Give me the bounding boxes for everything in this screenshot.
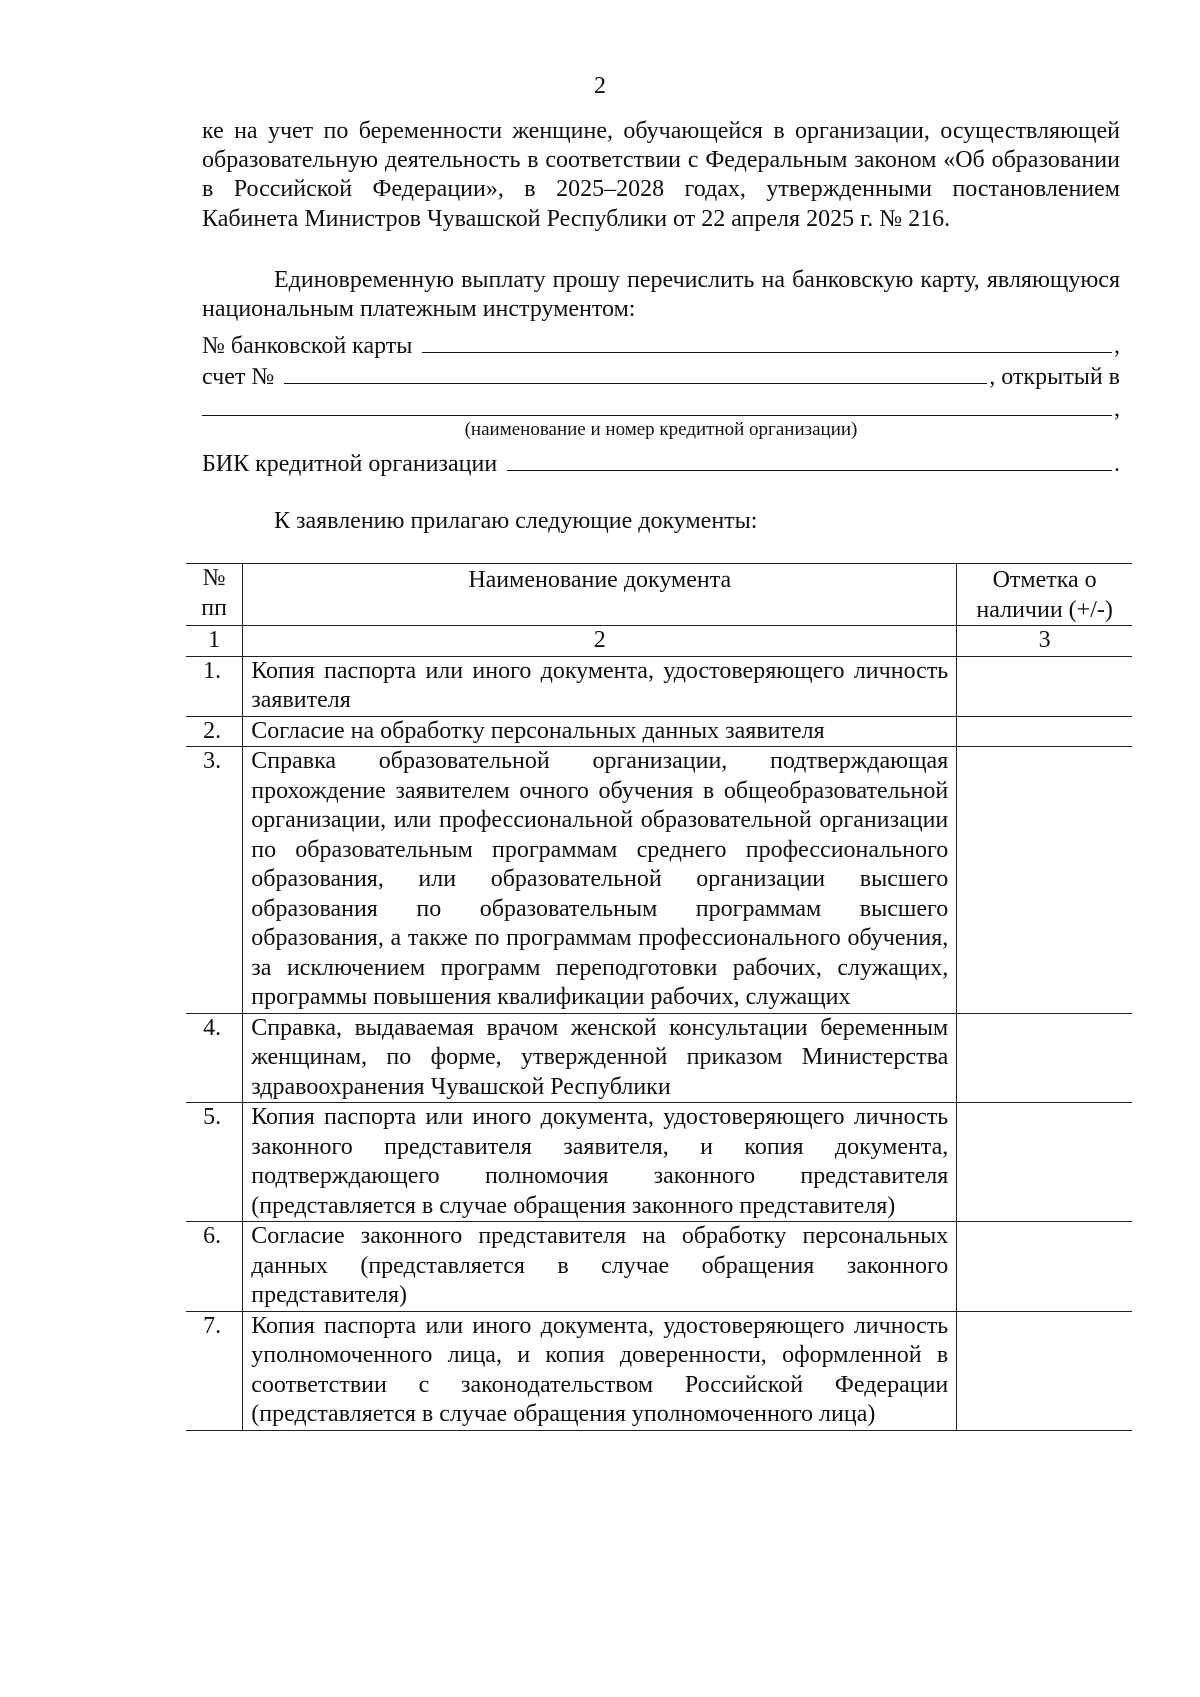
row-number: 6. [186, 1222, 243, 1312]
card-number-label: № банковской карты [202, 333, 413, 359]
document-name: Справка образовательной организации, подтверждающая прохождение заявителем очного обучения в общеобразовательной организации, или профессиональной образовательной организации по образовательным программам среднего профессионального образования, или образовательной организации высшего образования по образовательным программам высшего образования, а также по программам профессионального обучения, за исключением программ переподготовки рабочих, служащих, программы повышения квалификации рабочих, служащих [243, 747, 957, 1014]
row-number: 4. [186, 1013, 243, 1103]
column-index-row [186, 626, 1132, 657]
presence-mark-cell[interactable] [957, 656, 1132, 716]
bik-end: . [1114, 451, 1120, 477]
account-number-label: счет № [202, 364, 275, 390]
row-number: 2. [186, 716, 243, 747]
presence-mark-cell[interactable] [957, 1222, 1132, 1312]
attachments-intro: К заявлению прилагаю следующие документы: [274, 508, 758, 534]
document-name: Согласие на обработку персональных данных заявителя [243, 716, 957, 747]
document-name: Справка, выдаваемая врачом женской консультации беременным женщинам, по форме, утвержденной приказом Министерства здравоохранения Чувашской Республики [243, 1013, 957, 1103]
presence-mark-cell[interactable] [957, 1311, 1132, 1430]
table-row [186, 1222, 1132, 1312]
card-number-field[interactable] [422, 330, 1112, 353]
column-index: 2 [243, 626, 957, 657]
paragraph-payment-request: Единовременную выплату прошу перечислить на банковскую карту, являющуюся национальным платежным инструментом: [202, 267, 1120, 323]
table-row [186, 747, 1132, 1014]
table-row [186, 1103, 1132, 1222]
account-opened-label: , открытый в [989, 364, 1120, 390]
row-number: 1. [186, 656, 243, 716]
column-index: 1 [186, 626, 243, 657]
bank-name-end: , [1114, 396, 1120, 422]
header-presence-mark: Отметка о наличии (+/-) [957, 564, 1132, 626]
row-number: 3. [186, 747, 243, 1014]
presence-mark-cell[interactable] [957, 747, 1132, 1014]
bik-field[interactable] [507, 448, 1112, 471]
bank-name-caption: (наименование и номер кредитной организации) [464, 419, 858, 440]
table-row [186, 1013, 1132, 1103]
document-name: Согласие законного представителя на обработку персональных данных (представляется в случае обращения законного представителя) [243, 1222, 957, 1312]
bank-name-field[interactable] [202, 393, 1112, 416]
table-row [186, 1311, 1132, 1430]
table-header-row [186, 564, 1132, 626]
documents-table [186, 563, 1132, 1431]
bik-line [202, 448, 1120, 479]
presence-mark-cell[interactable] [957, 716, 1132, 747]
card-number-line [202, 330, 1120, 361]
page-number: 2 [594, 73, 606, 99]
account-number-line [202, 361, 1120, 392]
header-document-name: Наименование документа [243, 564, 957, 626]
header-number: № пп [186, 564, 243, 626]
table-row [186, 716, 1132, 747]
document-name: Копия паспорта или иного документа, удостоверяющего личность заявителя [243, 656, 957, 716]
row-number: 7. [186, 1311, 243, 1430]
card-number-end: , [1114, 333, 1120, 359]
presence-mark-cell[interactable] [957, 1013, 1132, 1103]
row-number: 5. [186, 1103, 243, 1222]
account-number-field[interactable] [284, 361, 987, 384]
column-index: 3 [957, 626, 1132, 657]
bik-label: БИК кредитной организации [202, 451, 498, 477]
paragraph-legal-basis: ке на учет по беременности женщине, обучающейся в организации, осуществляющей образовательную деятельность в соответствии с Федеральным законом «Об образовании в Российской Федерации», в 2025–2028 годах, утвержденными постановлением Кабинета Министров Чувашской Республики от 22 апреля 2025 г. № 216. [202, 118, 1120, 232]
table-row [186, 656, 1132, 716]
document-name: Копия паспорта или иного документа, удостоверяющего личность уполномоченного лица, и копия доверенности, оформленной в соответствии с законодательством Российской Федерации (представляется в случае обращения уполномоченного лица) [243, 1311, 957, 1430]
presence-mark-cell[interactable] [957, 1103, 1132, 1222]
document-name: Копия паспорта или иного документа, удостоверяющего личность законного представителя заявителя, и копия документа, подтверждающего полномочия законного представителя (представляется в случае обращения законного представителя) [243, 1103, 957, 1222]
